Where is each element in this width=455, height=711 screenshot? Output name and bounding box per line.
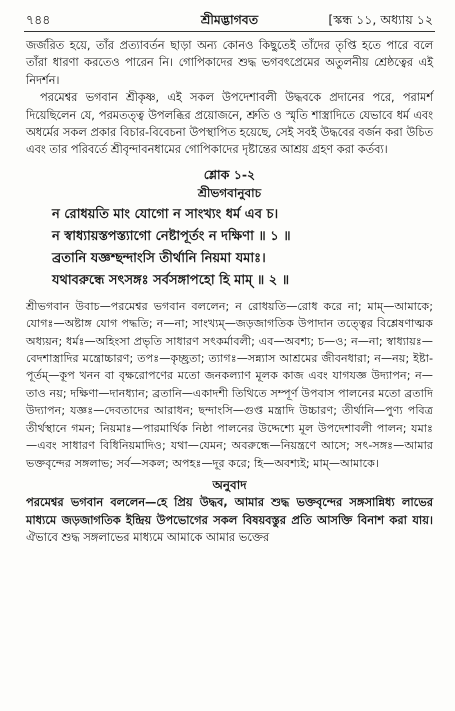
- verse-line: ন রোধয়তি মাং যোগো ন সাংখ্যং ধর্ম এব চ।: [52, 206, 279, 222]
- translation-bold: পরমেশ্বর ভগবান বললেন—হে প্রিয় উদ্ধব, আমার শুদ্ধ ভক্তবৃন্দের সঙ্গসান্নিধ্য লাভের মাধ্যমে জড়জাগতিক ইন্দ্রিয় উপভোগের সকল বিষয়বস্তুর প্রতি আসক্তি বিনাশ করা যায়।: [26, 494, 433, 527]
- word-synonyms: শ্রীভগবান উবাচ—পরমেশ্বর ভগবান বললেন; ন রোধয়তি—রোধ করে না; মাম্—আমাকে; যোগঃ—অষ্টাঙ্গ যোগ পদ্ধতি; ন—না; সাংখ্যম্—জড়জাগতিক উপাদান তত্ত্বের বিশ্লেষণাত্মক অধ্যয়ন; ধর্মঃ—অহিংসা প্রভৃতি সাধারণ সৎকর্মাবলী; এব—অবশ্য; চ—ও; ন—না; স্বাধ্যায়ঃ—বেদশাস্ত্রাদির মন্ত্রোচ্চারণ; তপঃ—কৃচ্ছ্রতা; ত্যাগঃ—সন্ন্যাস আশ্রমের জীবনধারা; ন—নয়; ইষ্টা-পূর্তম্—কূপ খনন বা বৃক্ষরোপণের মতো জনকল্যাণ মূলক কাজ এবং যাগযজ্ঞ উদ্যাপন; ন—তাও নয়; দক্ষিণা—দানধ্যান; ব্রতানি—একাদশী তিথিতে সম্পূর্ণ উপবাস পালনের মতো ব্রতাদি উদ্যাপন; যজ্ঞঃ—দেবতাদের আরাধন; ছন্দাংসি—গুপ্ত মন্ত্রাদি উচ্চারণ; তীর্থানি—পুণ্য পবিত্র তীর্থস্থানে গমন; নিয়মাঃ—পারমার্থিক নিষ্ঠা পালনের উদ্দেশ্যে মূল উপদেশাবলী পালন; যমাঃ—এবং সাধারণ বিধিনিয়মাদিও; যথা—যেমন; অবরুন্ধে—নিয়ন্ত্রণে আসে; সৎ-সঙ্গঃ—আমার ভক্তবৃন্দের সঙ্গলাভ; সর্ব—সকল; অপহঃ—দূর করে; হি—অবশ্যই; মাম্—আমাকে।: [26, 299, 433, 470]
- page-body: [26, 37, 433, 547]
- translation-text: [26, 494, 433, 547]
- verse-line: ব্রতানি যজ্ঞশ্ছন্দাংসি তীর্থানি নিয়মা যমাঃ।: [52, 250, 266, 266]
- chapter-reference: [স্কন্ধ ১১, অধ্যায় ১২: [328, 12, 433, 27]
- page-number: ৭৪৪: [26, 12, 51, 27]
- verse-line: ন স্বাধ্যায়স্তপস্ত্যাগো নেষ্টাপূর্তং ন দক্ষিণা ॥ ১ ॥: [52, 228, 291, 244]
- header-rule: [24, 31, 435, 32]
- translation-continued: ঐভাবে শুদ্ধ সঙ্গলাভের মাধ্যমে আমাকে আমার ভক্তের: [26, 530, 270, 545]
- purport-paragraph-2: পরমেশ্বর ভগবান শ্রীকৃষ্ণ, এই সকল উপদেশাবলী উদ্ধবকে প্রদানের পরে, পরামর্শ দিয়েছিলেন যে, পরমতত্ত্ব উপলব্ধির প্রয়োজনে, শ্রুতি ও স্মৃতি শাস্ত্রাদিতে যেভাবে ধর্ম এবং অধর্মের সকল প্রকার বিচার-বিবেচনা উপস্থাপিত হয়েছে, সেই সবই উদ্ধবের বর্জন করা উচিত এবং তার পরিবর্তে শ্রীবৃন্দাবনধামের গোপিকাদের দৃষ্টান্তের আশ্রয় গ্রহণ করা কর্তব্য।: [26, 91, 433, 157]
- book-title: শ্রীমদ্ভাগবত: [200, 12, 259, 27]
- verse-speaker: শ্রীভগবানুবাচ: [197, 185, 262, 200]
- verse-line: যথাবরুন্ধে সৎসঙ্গঃ সর্বসঙ্গাপহো হি মাম্ ॥ ২ ॥: [52, 272, 290, 288]
- translation-title: অনুবাদ: [212, 477, 247, 492]
- verse-block: [26, 204, 433, 292]
- purport-paragraph-1: জর্জরিত হয়ে, তাঁর প্রত্যাবর্তন ছাড়া অন্য কোনও কিছুতেই তাঁদের তৃপ্তি হতে পারে বলে তাঁরা ধারণা করতেও পারেন নি। গোপিকাদের শুদ্ধ ভগবৎপ্রেমের অতুলনীয় শ্রেষ্ঠত্বের এই নিদর্শন।: [26, 39, 433, 87]
- verse-title: শ্লোক ১-২: [203, 166, 256, 182]
- page-header: [26, 10, 433, 30]
